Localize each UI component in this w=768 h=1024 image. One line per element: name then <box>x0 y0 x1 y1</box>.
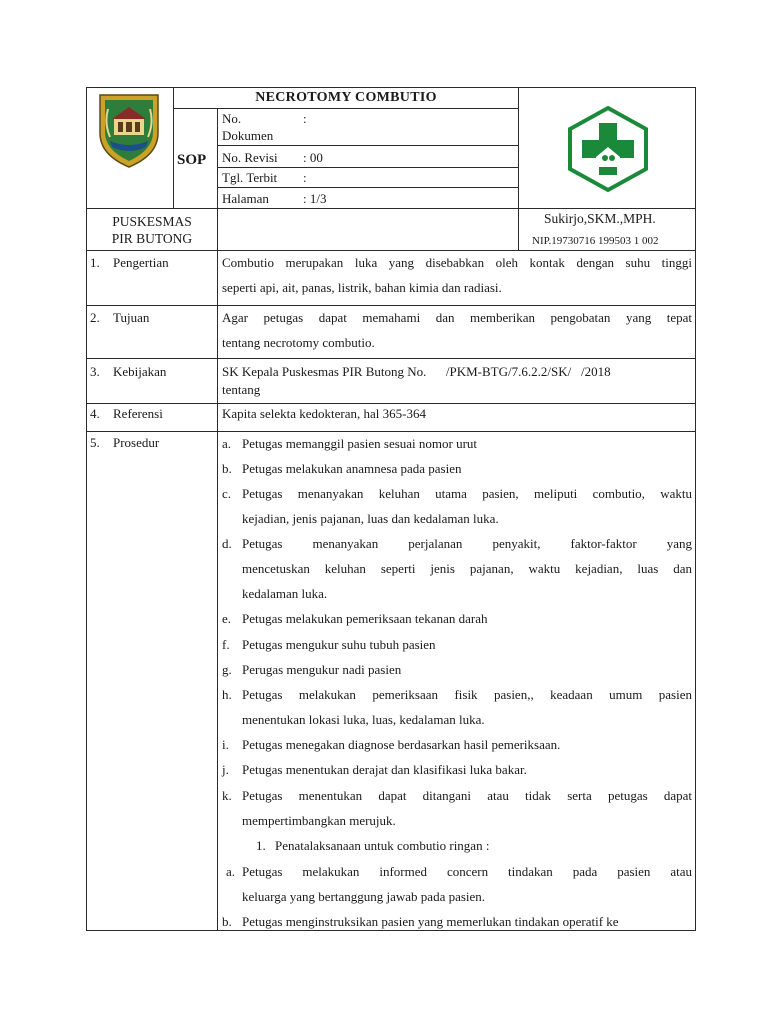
rule <box>217 187 519 188</box>
procedure-text: Petugas menegakan diagnose berdasarkan hasil pemeriksaan. <box>242 737 561 752</box>
rule <box>217 145 519 146</box>
procedure-text: Perugas mengukur nadi pasien <box>242 662 402 677</box>
sop-label: SOP <box>177 152 207 168</box>
pengertian-line: seperti api, ait, panas, listrik, bahan kimia dan radiasi. <box>222 280 502 295</box>
pengertian-line: Combutio merupakan luka yang disebabkan oleh kontak dengan suhu tinggi <box>222 255 692 270</box>
rule <box>86 358 696 359</box>
section-label-tujuan: Tujuan <box>113 310 150 325</box>
procedure-text: Petugas melakukan pemeriksaan tekanan darah <box>242 611 488 626</box>
doc-number-value: : <box>303 111 307 126</box>
section-label-referensi: Referensi <box>113 406 163 421</box>
procedure-text: kedalaman luka. <box>242 586 328 601</box>
section-number: 1. <box>90 255 100 270</box>
procedure-marker: a. <box>222 436 232 451</box>
procedure-text: Petugas melakukan anamnesa pada pasien <box>242 461 462 476</box>
procedure-text: Petugas menentukan dapat ditangani atau tidak serta petugas dapat <box>242 788 692 803</box>
procedure-text: mempertimbangkan merujuk. <box>242 813 396 828</box>
referensi-line: Kapita selekta kedokteran, hal 365-364 <box>222 406 426 421</box>
rule <box>86 403 696 404</box>
sub-item-text: keluarga yang bertanggung jawab pada pasien. <box>242 889 486 904</box>
health-cross-logo <box>566 105 650 193</box>
procedure-text: mencetuskan keluhan seperti jenis pajanan, waktu kejadian, luas dan <box>242 561 692 576</box>
procedure-marker: f. <box>222 637 230 652</box>
rule <box>217 108 218 931</box>
section-number: 5. <box>90 435 100 450</box>
section-number: 3. <box>90 364 100 379</box>
rule <box>695 87 696 931</box>
procedure-text: Petugas memanggil pasien sesuai nomor urut <box>242 436 478 451</box>
sub-item-text: Petugas melakukan informed concern tindakan pada pasien atau <box>242 864 692 879</box>
kebijakan-line: tentang <box>222 382 261 397</box>
procedure-marker: h. <box>222 687 232 702</box>
rule <box>86 208 696 209</box>
sub-heading-marker: 1. <box>256 838 266 853</box>
revision-value: : 00 <box>303 150 323 165</box>
procedure-marker: d. <box>222 536 232 551</box>
section-label-kebijakan: Kebijakan <box>113 364 167 379</box>
section-number: 4. <box>90 406 100 421</box>
doc-number-label: No. <box>222 111 242 126</box>
rule <box>86 930 696 931</box>
procedure-text: Petugas menentukan derajat dan klasifikasi luka bakar. <box>242 762 527 777</box>
revision-label: No. Revisi <box>222 150 278 165</box>
sub-item-marker: b. <box>222 914 232 929</box>
procedure-text: kejadian, jenis pajanan, luas dan kedalaman luka. <box>242 511 499 526</box>
document-title: NECROTOMY COMBUTIO <box>255 90 437 105</box>
procedure-marker: j. <box>222 762 229 777</box>
procedure-marker: g. <box>222 662 232 677</box>
sub-item-text: Petugas menginstruksikan pasien yang memerlukan tindakan operatif ke <box>242 914 619 929</box>
issue-date-value: : <box>303 170 307 185</box>
page-label: Halaman <box>222 191 269 206</box>
regional-crest-logo <box>96 89 162 169</box>
procedure-marker: e. <box>222 611 232 626</box>
signer-nip: NIP.19730716 199503 1 002 <box>532 235 659 247</box>
procedure-text: menentukan lokasi luka, luas, kedalaman luka. <box>242 712 485 727</box>
tujuan-line: tentang necrotomy combutio. <box>222 335 375 350</box>
procedure-text: Petugas mengukur suhu tubuh pasien <box>242 637 436 652</box>
issue-date-label: Tgl. Terbit <box>222 170 278 185</box>
org-name-line1: PUSKESMAS <box>112 214 192 229</box>
rule <box>217 167 519 168</box>
signer-name: Sukirjo,SKM.,MPH. <box>544 211 656 226</box>
procedure-marker: k. <box>222 788 232 803</box>
sub-heading-text: Penatalaksanaan untuk combutio ringan : <box>275 838 490 853</box>
doc-number-label-2: Dokumen <box>222 128 274 143</box>
section-label-prosedur: Prosedur <box>113 435 160 450</box>
kebijakan-line: SK Kepala Puskesmas PIR Butong No. /PKM-BTG/7.6.2.2/SK/ /2018 <box>222 364 611 379</box>
procedure-marker: i. <box>222 737 229 752</box>
rule <box>86 431 696 432</box>
tujuan-line: Agar petugas dapat memahami dan memberikan pengobatan yang tepat <box>222 310 692 325</box>
org-name-line2: PIR BUTONG <box>111 231 193 246</box>
section-number: 2. <box>90 310 100 325</box>
rule <box>86 250 696 251</box>
section-label-pengertian: Pengertian <box>113 255 169 270</box>
rule <box>86 87 696 88</box>
procedure-marker: c. <box>222 486 232 501</box>
page-value: : 1/3 <box>303 191 327 206</box>
procedure-marker: b. <box>222 461 232 476</box>
procedure-text: Petugas menanyakan keluhan utama pasien, meliputi combutio, waktu <box>242 486 692 501</box>
rule <box>86 305 696 306</box>
sub-item-marker: a. <box>226 864 236 879</box>
rule <box>518 87 519 250</box>
procedure-text: Petugas menanyakan perjalanan penyakit, faktor-faktor yang <box>242 536 692 551</box>
procedure-text: Petugas melakukan pemeriksaan fisik pasien,, keadaan umum pasien <box>242 687 692 702</box>
rule <box>173 108 519 109</box>
